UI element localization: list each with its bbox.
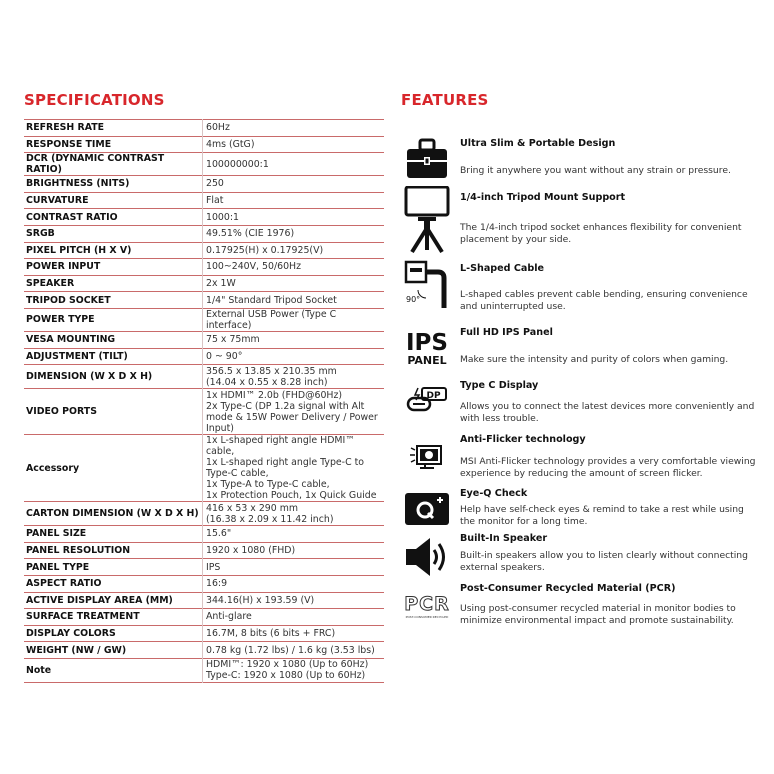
spec-value bbox=[203, 526, 385, 543]
spec-label: DISPLAY COLORS bbox=[26, 627, 116, 639]
spec-label: TRIPOD SOCKET bbox=[26, 294, 111, 306]
spec-value bbox=[203, 592, 385, 609]
spec-value bbox=[203, 389, 385, 435]
feature-eye-q bbox=[404, 486, 760, 532]
spec-value bbox=[203, 331, 385, 348]
tripod-icon bbox=[404, 185, 450, 255]
spec-value-line: 1x L-shaped right angle HDMI™ cable, bbox=[206, 435, 355, 458]
spec-value-line: 15.6" bbox=[206, 528, 232, 540]
feature-type-c bbox=[404, 377, 760, 427]
spec-value bbox=[203, 609, 385, 626]
spec-label: PANEL TYPE bbox=[26, 561, 90, 573]
feature-title: L-Shaped Cable bbox=[460, 263, 545, 274]
feature-title: Built-In Speaker bbox=[460, 533, 548, 544]
spec-label: SPEAKER bbox=[26, 278, 75, 290]
speaker-icon bbox=[404, 533, 450, 581]
spec-label: WEIGHT (NW / GW) bbox=[26, 644, 127, 656]
feature-desc: The 1/4-inch tripod socket enhances flexibility for convenient placement by your side. bbox=[460, 222, 742, 245]
spec-value bbox=[203, 136, 385, 153]
spec-value bbox=[203, 642, 385, 659]
spec-value-line: 100~240V, 50/60Hz bbox=[206, 261, 302, 273]
spec-label: DCR (DYNAMIC CONTRAST RATIO) bbox=[26, 153, 165, 176]
spec-value bbox=[203, 225, 385, 242]
feature-slim-portable bbox=[404, 134, 760, 184]
spec-value-line: 16.7M, 8 bits (6 bits + FRC) bbox=[206, 627, 336, 639]
spec-value-line: 16:9 bbox=[206, 578, 228, 590]
feature-tripod bbox=[404, 185, 760, 255]
spec-row bbox=[24, 153, 384, 176]
spec-value-line: 1x L-shaped right angle Type-C to bbox=[206, 457, 365, 469]
spec-value bbox=[203, 259, 385, 276]
spec-value-line: 1x Type-A to Type-C cable, bbox=[206, 479, 330, 491]
spec-label: BRIGHTNESS (NITS) bbox=[26, 178, 130, 190]
spec-row bbox=[24, 642, 384, 659]
feature-desc: Built-in speakers allow you to listen clearly without connecting external speakers. bbox=[460, 550, 748, 573]
spec-row bbox=[24, 308, 384, 331]
spec-label: PIXEL PITCH (H X V) bbox=[26, 244, 132, 256]
feature-anti-flicker bbox=[404, 432, 760, 482]
spec-value-line: Type-C cable, bbox=[206, 468, 269, 480]
spec-row bbox=[24, 502, 384, 526]
spec-label: CONTRAST RATIO bbox=[26, 211, 118, 223]
spec-row bbox=[24, 575, 384, 592]
type-c-dp-icon-label: DP bbox=[426, 391, 441, 401]
spec-row bbox=[24, 592, 384, 609]
spec-value bbox=[203, 192, 385, 209]
spec-label: Note bbox=[26, 664, 52, 676]
spec-value bbox=[203, 435, 385, 502]
spec-value-line: 1x Protection Pouch, 1x Quick Guide bbox=[206, 490, 377, 502]
features-heading: FEATURES bbox=[401, 91, 489, 109]
feature-title: Full HD IPS Panel bbox=[460, 327, 553, 338]
spec-row bbox=[24, 542, 384, 559]
feature-pcr bbox=[404, 581, 760, 633]
feature-title: Eye-Q Check bbox=[460, 488, 528, 499]
feature-desc: Using post-consumer recycled material in monitor bodies to minimize environmental impact and promote sustainability. bbox=[460, 603, 736, 626]
spec-row bbox=[24, 259, 384, 276]
eye-q-icon bbox=[404, 490, 450, 528]
feature-title: 1/4-inch Tripod Mount Support bbox=[460, 192, 626, 203]
briefcase-icon bbox=[404, 136, 450, 182]
spec-value-line: 250 bbox=[206, 178, 224, 190]
spec-row bbox=[24, 225, 384, 242]
spec-value-line: 60Hz bbox=[206, 122, 230, 134]
spec-row bbox=[24, 609, 384, 626]
specifications-table bbox=[24, 119, 384, 683]
feature-desc: Bring it anywhere you want without any strain or pressure. bbox=[460, 165, 731, 176]
spec-value-line: 344.16(H) x 193.59 (V) bbox=[206, 594, 315, 606]
spec-value-line: 0 ~ 90° bbox=[206, 350, 243, 362]
feature-speaker bbox=[404, 531, 760, 583]
spec-label: ASPECT RATIO bbox=[26, 578, 102, 590]
spec-row bbox=[24, 275, 384, 292]
spec-label: VIDEO PORTS bbox=[26, 406, 97, 418]
ips-panel-icon-sub: PANEL bbox=[407, 353, 447, 367]
spec-row bbox=[24, 176, 384, 193]
spec-value-line: mode & 15W Power Delivery / Power bbox=[206, 411, 378, 423]
spec-value-line: 1/4" Standard Tripod Socket bbox=[206, 294, 337, 306]
feature-title: Anti-Flicker technology bbox=[460, 434, 586, 445]
spec-value bbox=[203, 120, 385, 137]
feature-desc: MSI Anti-Flicker technology provides a very comfortable viewing experience by reducing the amount of screen flicker. bbox=[460, 456, 756, 479]
spec-value bbox=[203, 658, 385, 682]
feature-ips-panel bbox=[404, 325, 760, 371]
spec-row bbox=[24, 526, 384, 543]
spec-value bbox=[203, 502, 385, 526]
spec-value bbox=[203, 308, 385, 331]
spec-value bbox=[203, 292, 385, 309]
spec-label: SURFACE TREATMENT bbox=[26, 611, 140, 623]
spec-value-line: 100000000:1 bbox=[206, 158, 269, 170]
anti-flicker-icon bbox=[404, 436, 450, 476]
pcr-icon bbox=[404, 589, 450, 623]
l-cable-icon bbox=[404, 259, 450, 315]
spec-value-line: 1920 x 1080 (FHD) bbox=[206, 545, 296, 557]
spec-value-line: Type-C: 1920 x 1080 (Up to 60Hz) bbox=[206, 670, 366, 682]
feature-title: Type C Display bbox=[460, 380, 539, 391]
spec-value-line: (14.04 x 0.55 x 8.28 inch) bbox=[206, 376, 328, 388]
spec-value-line: 0.78 kg (1.72 lbs) / 1.6 kg (3.53 lbs) bbox=[206, 644, 375, 656]
feature-desc: Make sure the intensity and purity of colors when gaming. bbox=[460, 354, 729, 365]
spec-value-line: 2x Type-C (DP 1.2a signal with Alt bbox=[206, 400, 365, 412]
spec-value-line: Input) bbox=[206, 422, 234, 434]
spec-label: DIMENSION (W X D X H) bbox=[26, 371, 153, 383]
spec-value-line: 49.51% (CIE 1976) bbox=[206, 228, 295, 240]
spec-value bbox=[203, 625, 385, 642]
spec-row bbox=[24, 242, 384, 259]
type-c-dp-icon bbox=[404, 381, 450, 421]
spec-value-line: 2x 1W bbox=[206, 278, 236, 290]
spec-value bbox=[203, 242, 385, 259]
spec-row bbox=[24, 136, 384, 153]
spec-value-line: 416 x 53 x 290 mm bbox=[206, 502, 298, 514]
spec-label: ADJUSTMENT (TILT) bbox=[26, 350, 128, 362]
spec-value-line: External USB Power (Type C interface) bbox=[206, 308, 337, 331]
spec-value-line: HDMI™: 1920 x 1080 (Up to 60Hz) bbox=[206, 659, 369, 671]
spec-row bbox=[24, 625, 384, 642]
spec-row bbox=[24, 348, 384, 365]
spec-label: REFRESH RATE bbox=[26, 122, 105, 134]
pcr-icon-main: PCR bbox=[404, 592, 450, 615]
spec-value bbox=[203, 575, 385, 592]
spec-value-line: Flat bbox=[206, 195, 224, 207]
spec-label: VESA MOUNTING bbox=[26, 334, 116, 346]
spec-label: POWER TYPE bbox=[26, 314, 95, 326]
spec-row bbox=[24, 120, 384, 137]
spec-value-line: 1000:1 bbox=[206, 211, 239, 223]
spec-row bbox=[24, 365, 384, 389]
spec-value-line: 1x HDMI™ 2.0b (FHD@60Hz) bbox=[206, 389, 343, 401]
spec-row bbox=[24, 389, 384, 435]
spec-label: PANEL RESOLUTION bbox=[26, 545, 131, 557]
spec-value bbox=[203, 348, 385, 365]
feature-desc: Allows you to connect the latest devices more conveniently and with less trouble. bbox=[460, 401, 755, 424]
pcr-icon-sub: POST-CONSUMER RECYCLED bbox=[405, 614, 449, 619]
spec-label: POWER INPUT bbox=[26, 261, 101, 273]
spec-value bbox=[203, 275, 385, 292]
spec-value bbox=[203, 176, 385, 193]
spec-value bbox=[203, 559, 385, 576]
spec-value-line: 356.5 x 13.85 x 210.35 mm bbox=[206, 365, 337, 377]
spec-value-line: IPS bbox=[206, 561, 221, 573]
spec-value bbox=[203, 153, 385, 176]
l-cable-icon-label: 90° bbox=[406, 295, 421, 304]
spec-label: Accessory bbox=[26, 462, 80, 474]
feature-desc: L-shaped cables prevent cable bending, ensuring convenience and uninterrupted use. bbox=[460, 289, 748, 312]
ips-panel-icon-main: IPS bbox=[406, 329, 448, 356]
spec-row bbox=[24, 192, 384, 209]
feature-title: Post-Consumer Recycled Material (PCR) bbox=[460, 583, 676, 594]
spec-label: SRGB bbox=[26, 228, 55, 240]
spec-value-line: (16.38 x 2.09 x 11.42 inch) bbox=[206, 513, 334, 525]
feature-title: Ultra Slim & Portable Design bbox=[460, 138, 616, 149]
spec-row bbox=[24, 658, 384, 682]
spec-label: PANEL SIZE bbox=[26, 528, 87, 540]
spec-row bbox=[24, 559, 384, 576]
spec-value bbox=[203, 542, 385, 559]
spec-label: CURVATURE bbox=[26, 195, 89, 207]
spec-label: ACTIVE DISPLAY AREA (MM) bbox=[26, 594, 173, 606]
feature-desc: Help have self-check eyes & remind to take a rest while using the monitor for a long time. bbox=[460, 504, 744, 527]
spec-value-line: 75 x 75mm bbox=[206, 334, 260, 346]
spec-row bbox=[24, 331, 384, 348]
spec-value bbox=[203, 365, 385, 389]
feature-l-cable bbox=[404, 259, 760, 315]
spec-row bbox=[24, 209, 384, 226]
spec-row bbox=[24, 435, 384, 502]
ips-panel-icon bbox=[404, 325, 450, 371]
spec-label: RESPONSE TIME bbox=[26, 138, 112, 150]
spec-value-line: 4ms (GtG) bbox=[206, 138, 255, 150]
spec-value bbox=[203, 209, 385, 226]
spec-value-line: 0.17925(H) x 0.17925(V) bbox=[206, 244, 324, 256]
spec-value-line: Anti-glare bbox=[206, 611, 252, 623]
spec-label: CARTON DIMENSION (W X D X H) bbox=[26, 508, 199, 520]
specifications-heading: SPECIFICATIONS bbox=[24, 91, 165, 109]
spec-row bbox=[24, 292, 384, 309]
